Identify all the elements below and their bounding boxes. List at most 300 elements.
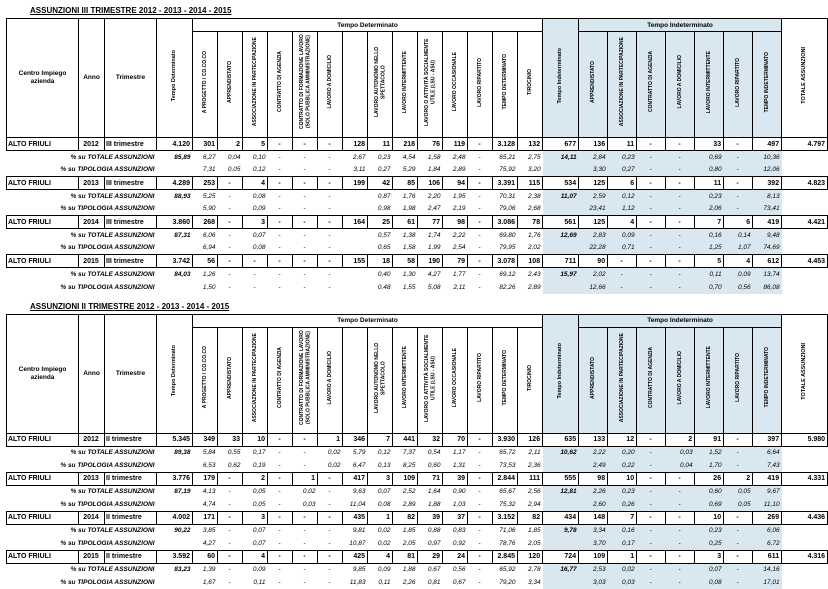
pct-tempo-determinato-totale: 85,89 — [157, 151, 193, 164]
pct-ti-lavoro-ripartito: - — [724, 446, 753, 459]
pct-tempo-indeterminato-totale — [543, 459, 579, 472]
col-header-td-a-progetto-co-co-co — [193, 32, 218, 138]
pct-td-lavoro-autonomo-nello-spettacolo: 0,87 — [368, 190, 393, 203]
pct-td-lavoro-autonomo-nello-spettacolo: 0,07 — [368, 485, 393, 498]
group-header-tempo-indeterminato: Tempo Indeterminato — [579, 19, 782, 32]
pct-td-apprendistato: 0,04 — [218, 151, 243, 164]
cell-td-lavoro-o-attivit-socialmente-utile-lsu-asu: 29 — [418, 550, 443, 563]
pct-ti-lavoro-a-domicilio: - — [666, 281, 695, 294]
pct-ti-lavoro-intermittente: 0,16 — [695, 229, 724, 242]
cell-ti-lavoro-a-domicilio: - — [666, 550, 695, 563]
rotated-column-label: ASSOCIAZIONE IN PARTECIPAZIONE — [619, 333, 625, 422]
pct-ti-lavoro-ripartito: 0,05 — [724, 485, 753, 498]
col-header-ti-apprendistato — [579, 32, 608, 138]
pct-ti-lavoro-a-domicilio: - — [666, 151, 695, 164]
cell-td-contratto-di-formazione-lavoro-solo-pubblica-amministrazione: - — [293, 433, 318, 446]
pct-ti-contratto-di-agenzia: - — [637, 151, 666, 164]
cell-td-contratto-di-agenzia: - — [268, 177, 293, 190]
pct-td-lavoro-ripartito: - — [468, 563, 493, 576]
pct-tempo-indeterminato-totale — [543, 242, 579, 255]
col-header-ti-lavoro-a-domicilio — [666, 327, 695, 433]
rotated-column-label: CONTRATTO DI AGENZIA — [648, 51, 654, 112]
pct-td-apprendistato: - — [218, 281, 243, 294]
pct-td-unnamed — [343, 268, 368, 281]
pct-td-tirocinio: 3,34 — [518, 576, 543, 589]
pct-td-lavoro-ripartito: - — [468, 459, 493, 472]
pct-td-associazione-in-partecipazione: 0,07 — [243, 229, 268, 242]
col-header-td-lavoro-autonomo-nello-spettacolo — [368, 32, 393, 138]
rotated-column-label: TEMPO DETERMINATO — [502, 350, 508, 405]
pct-tipologia-row-2015 — [7, 576, 828, 589]
cell-td-unnamed: 346 — [343, 433, 368, 446]
cell-ti-contratto-di-agenzia: - — [637, 472, 666, 485]
pct-td-associazione-in-partecipazione: 0,07 — [243, 537, 268, 550]
cell-anno: 2012 — [79, 433, 105, 446]
pct-td-tempo-determinato: 65,21 — [493, 151, 518, 164]
pct-td-lavoro-occasionale: 1,31 — [443, 459, 468, 472]
col-header-ti-lavoro-ripartito — [724, 327, 753, 433]
rotated-column-label: Tempo Indeterminato — [557, 343, 564, 399]
pct-td-tirocinio: 2,78 — [518, 563, 543, 576]
col-header-td-tempo-determinato — [493, 32, 518, 138]
pct-td-tirocinio: 2,94 — [518, 498, 543, 511]
pct-td-lavoro-ripartito: - — [468, 203, 493, 216]
pct-td-contratto-di-agenzia: - — [268, 268, 293, 281]
col-header-td-associazione-in-partecipazione — [243, 327, 268, 433]
pct-td-lavoro-occasionale: 1,17 — [443, 446, 468, 459]
pct-ti-lavoro-intermittente: 0,23 — [695, 524, 724, 537]
pct-ti-apprendistato: 2,53 — [579, 563, 608, 576]
cell-td-apprendistato: - — [218, 511, 243, 524]
cell-td-associazione-in-partecipazione: 3 — [243, 216, 268, 229]
pct-td-lavoro-occasionale: 1,95 — [443, 190, 468, 203]
pct-ti-lavoro-intermittente: 1,70 — [695, 459, 724, 472]
pct-td-lavoro-a-domicilio: - — [318, 498, 343, 511]
col-header-td-tirocinio — [518, 327, 543, 433]
pct-td-lavoro-ripartito: - — [468, 229, 493, 242]
pct-ti-contratto-di-agenzia: - — [637, 242, 666, 255]
pct-td-apprendistato: 0,62 — [218, 459, 243, 472]
pct-td-lavoro-intermittente: 7,37 — [393, 446, 418, 459]
pct-tempo-indeterminato-totale — [543, 281, 579, 294]
col-header-td-apprendistato — [218, 32, 243, 138]
rotated-column-label: LAVORO AUTONOMO NELLO SPETTACOLO — [374, 328, 387, 428]
pct-td-contratto-di-formazione-lavoro-solo-pubblica-amministrazione: - — [293, 229, 318, 242]
cell-ti-contratto-di-agenzia: - — [637, 138, 666, 151]
pct-td-tempo-determinato: 79,95 — [493, 242, 518, 255]
cell-td-lavoro-intermittente: 441 — [393, 433, 418, 446]
pct-td-lavoro-a-domicilio: 0,02 — [318, 459, 343, 472]
pct-td-lavoro-autonomo-nello-spettacolo: 0,27 — [368, 164, 393, 177]
cell-td-lavoro-occasionale: 24 — [443, 550, 468, 563]
cell-td-lavoro-autonomo-nello-spettacolo: 1 — [368, 511, 393, 524]
rotated-column-label: ASSOCIAZIONE IN PARTECIPAZIONE — [619, 37, 625, 126]
cell-totale-assunzioni: 4.436 — [782, 511, 828, 524]
pct-td-lavoro-a-domicilio: - — [318, 485, 343, 498]
cell-trimestre: II trimestre — [105, 472, 157, 485]
pct-td-tirocinio: 2,89 — [518, 281, 543, 294]
pct-td-lavoro-intermittente: 2,52 — [393, 485, 418, 498]
group-header-tempo-determinato: Tempo Determinato — [193, 19, 543, 32]
pct-td-contratto-di-agenzia: - — [268, 281, 293, 294]
pct-ti-contratto-di-agenzia: - — [637, 190, 666, 203]
pct-td-unnamed: 6,47 — [343, 459, 368, 472]
pct-ti-lavoro-a-domicilio: - — [666, 498, 695, 511]
cell-anno: 2013 — [79, 472, 105, 485]
pct-td-tempo-determinato: 70,31 — [493, 190, 518, 203]
cell-td-lavoro-occasionale: 39 — [443, 472, 468, 485]
col-header-ti-associazione-in-partecipazione — [608, 32, 637, 138]
cell-td-lavoro-o-attivit-socialmente-utile-lsu-asu: 39 — [418, 511, 443, 524]
pct-tipologia-row-2015 — [7, 281, 828, 294]
pct-totale-assunzioni — [782, 190, 828, 203]
cell-td-associazione-in-partecipazione: 4 — [243, 550, 268, 563]
rotated-column-label: TEMPO INDETERMINATO — [764, 52, 770, 112]
pct-td-lavoro-a-domicilio: - — [318, 524, 343, 537]
assunzioni-table — [6, 314, 828, 589]
pct-td-lavoro-autonomo-nello-spettacolo: 0,65 — [368, 242, 393, 255]
pct-total-row-2014 — [7, 229, 828, 242]
rotated-column-label: LAVORO INTERMITTENTE — [402, 346, 408, 408]
pct-ti-associazione-in-partecipazione: 0,03 — [608, 576, 637, 589]
pct-ti-contratto-di-agenzia: - — [637, 485, 666, 498]
pct-td-lavoro-o-attivit-socialmente-utile-lsu-asu: 1,99 — [418, 242, 443, 255]
pct-td-lavoro-intermittente: 1,76 — [393, 190, 418, 203]
col-header-ti-lavoro-a-domicilio — [666, 32, 695, 138]
pct-td-a-progetto-co-co-co: 5,25 — [193, 190, 218, 203]
cell-tempo-indeterminato-totale: 677 — [543, 138, 579, 151]
pct-td-a-progetto-co-co-co: 6,06 — [193, 229, 218, 242]
cell-td-contratto-di-formazione-lavoro-solo-pubblica-amministrazione: - — [293, 138, 318, 151]
rotated-column-label: APPRENDISTATO — [227, 61, 233, 103]
pct-td-apprendistato: - — [218, 576, 243, 589]
cell-td-tirocinio: 132 — [518, 138, 543, 151]
cell-totale-assunzioni: 4.453 — [782, 255, 828, 268]
pct-ti-tempo-indeterminato: 6,72 — [753, 537, 782, 550]
pct-ti-tempo-indeterminato: 12,06 — [753, 164, 782, 177]
pct-ti-lavoro-a-domicilio: - — [666, 524, 695, 537]
cell-ti-apprendistato: 109 — [579, 550, 608, 563]
cell-ti-contratto-di-agenzia: - — [637, 550, 666, 563]
data-row-2014 — [7, 216, 828, 229]
pct-td-lavoro-intermittente: 2,89 — [393, 498, 418, 511]
cell-td-lavoro-autonomo-nello-spettacolo: 3 — [368, 472, 393, 485]
data-row-2015 — [7, 550, 828, 563]
cell-td-tempo-determinato: 3.152 — [493, 511, 518, 524]
pct-td-lavoro-a-domicilio: - — [318, 563, 343, 576]
cell-td-lavoro-autonomo-nello-spettacolo: 42 — [368, 177, 393, 190]
cell-td-tempo-determinato: 3.078 — [493, 255, 518, 268]
pct-td-apprendistato: 0,55 — [218, 446, 243, 459]
cell-td-lavoro-ripartito: - — [468, 138, 493, 151]
group-header-tempo-determinato: Tempo Determinato — [193, 314, 543, 327]
cell-trimestre: III trimestre — [105, 138, 157, 151]
pct-ti-lavoro-a-domicilio: - — [666, 229, 695, 242]
pct-ti-lavoro-a-domicilio: - — [666, 203, 695, 216]
col-header-td-lavoro-occasionale — [443, 327, 468, 433]
rotated-column-label: CONTRATTO DI AGENZIA — [277, 347, 283, 408]
col-header-td-unnamed-6 — [343, 32, 368, 138]
cell-td-unnamed: 199 — [343, 177, 368, 190]
pct-total-row-2014 — [7, 524, 828, 537]
cell-tempo-determinato-totale: 5.345 — [157, 433, 193, 446]
col-header-td-contratto-di-agenzia — [268, 32, 293, 138]
pct-td-contratto-di-formazione-lavoro-solo-pubblica-amministrazione: - — [293, 164, 318, 177]
cell-td-lavoro-intermittente: 58 — [393, 255, 418, 268]
pct-td-lavoro-intermittente: 2,05 — [393, 537, 418, 550]
pct-td-lavoro-autonomo-nello-spettacolo: 0,08 — [368, 498, 393, 511]
cell-centro-impiego: ALTO FRIULI — [7, 255, 79, 268]
col-header-totale-assunzioni — [782, 314, 828, 433]
pct-row-label: % su TIPOLOGIA ASSUNZIONI — [7, 498, 157, 511]
pct-td-lavoro-intermittente: 1,88 — [393, 563, 418, 576]
pct-ti-lavoro-a-domicilio: 0,04 — [666, 459, 695, 472]
cell-td-lavoro-intermittente: 61 — [393, 216, 418, 229]
cell-ti-apprendistato: 133 — [579, 433, 608, 446]
pct-td-lavoro-occasionale: 0,92 — [443, 537, 468, 550]
pct-tipologia-row-2013 — [7, 498, 828, 511]
pct-td-apprendistato: - — [218, 229, 243, 242]
pct-tempo-indeterminato-totale — [543, 203, 579, 216]
pct-ti-lavoro-intermittente: 0,08 — [695, 576, 724, 589]
rotated-column-label: APPRENDISTATO — [590, 61, 596, 103]
cell-ti-lavoro-intermittente: 11 — [695, 177, 724, 190]
col-header-ti-tempo-indeterminato — [753, 327, 782, 433]
cell-td-lavoro-o-attivit-socialmente-utile-lsu-asu: 32 — [418, 433, 443, 446]
pct-td-lavoro-ripartito: - — [468, 524, 493, 537]
pct-td-lavoro-autonomo-nello-spettacolo: 0,40 — [368, 268, 393, 281]
pct-td-lavoro-intermittente: 1,38 — [393, 229, 418, 242]
pct-td-lavoro-o-attivit-socialmente-utile-lsu-asu: 0,81 — [418, 576, 443, 589]
pct-td-contratto-di-agenzia: - — [268, 459, 293, 472]
pct-td-contratto-di-agenzia: - — [268, 563, 293, 576]
pct-ti-lavoro-a-domicilio: - — [666, 485, 695, 498]
cell-td-lavoro-o-attivit-socialmente-utile-lsu-asu: 76 — [418, 138, 443, 151]
cell-ti-lavoro-ripartito: - — [724, 433, 753, 446]
pct-td-contratto-di-formazione-lavoro-solo-pubblica-amministrazione: - — [293, 268, 318, 281]
pct-ti-tempo-indeterminato: 13,74 — [753, 268, 782, 281]
rotated-column-label: LAVORO A DOMICILIO — [677, 351, 683, 404]
cell-ti-associazione-in-partecipazione: 4 — [608, 216, 637, 229]
pct-td-lavoro-ripartito: - — [468, 537, 493, 550]
pct-td-lavoro-intermittente: 1,98 — [393, 203, 418, 216]
pct-td-contratto-di-formazione-lavoro-solo-pubblica-amministrazione: - — [293, 459, 318, 472]
pct-ti-tempo-indeterminato: 74,69 — [753, 242, 782, 255]
pct-td-associazione-in-partecipazione: 0,11 — [243, 576, 268, 589]
pct-td-contratto-di-agenzia: - — [268, 537, 293, 550]
col-header-td-lavoro-autonomo-nello-spettacolo — [368, 327, 393, 433]
rotated-column-label: APPRENDISTATO — [590, 357, 596, 399]
pct-ti-lavoro-intermittente: 0,80 — [695, 164, 724, 177]
cell-ti-lavoro-ripartito: 2 — [724, 472, 753, 485]
pct-td-unnamed: 2,67 — [343, 151, 368, 164]
cell-td-tempo-determinato: 2.845 — [493, 550, 518, 563]
assunzioni-ii-trimestre-table-container — [6, 314, 824, 589]
pct-td-lavoro-a-domicilio: 0,02 — [318, 446, 343, 459]
pct-td-contratto-di-agenzia: - — [268, 151, 293, 164]
pct-td-tempo-determinato: 75,92 — [493, 164, 518, 177]
cell-td-a-progetto-co-co-co: 301 — [193, 138, 218, 151]
cell-ti-associazione-in-partecipazione: 11 — [608, 138, 637, 151]
table-section-ii-trimestre — [6, 302, 824, 589]
rotated-column-label: TEMPO DETERMINATO — [502, 54, 508, 109]
pct-td-a-progetto-co-co-co: 4,13 — [193, 485, 218, 498]
assunzioni-table — [6, 18, 828, 294]
rotated-column-label: LAVORO RIPARTITO — [735, 353, 741, 402]
col-header-td-unnamed-6 — [343, 327, 368, 433]
pct-td-associazione-in-partecipazione: 0,08 — [243, 242, 268, 255]
cell-td-lavoro-intermittente: 82 — [393, 511, 418, 524]
cell-ti-apprendistato: 136 — [579, 138, 608, 151]
cell-ti-tempo-indeterminato: 611 — [753, 550, 782, 563]
pct-td-contratto-di-formazione-lavoro-solo-pubblica-amministrazione: - — [293, 242, 318, 255]
cell-td-contratto-di-formazione-lavoro-solo-pubblica-amministrazione: - — [293, 511, 318, 524]
pct-tempo-indeterminato-totale — [543, 576, 579, 589]
col-header-td-lavoro-ripartito — [468, 32, 493, 138]
cell-td-contratto-di-agenzia: - — [268, 216, 293, 229]
pct-td-tempo-determinato: 71,06 — [493, 524, 518, 537]
cell-td-tirocinio: 120 — [518, 550, 543, 563]
pct-td-unnamed — [343, 281, 368, 294]
pct-tempo-determinato-totale — [157, 164, 193, 177]
pct-td-associazione-in-partecipazione: 0,07 — [243, 524, 268, 537]
col-header-anno: Anno — [79, 314, 105, 433]
pct-ti-tempo-indeterminato: 73,41 — [753, 203, 782, 216]
pct-tempo-determinato-totale — [157, 576, 193, 589]
pct-td-associazione-in-partecipazione: - — [243, 281, 268, 294]
data-row-2014 — [7, 511, 828, 524]
pct-td-lavoro-occasionale: 0,56 — [443, 563, 468, 576]
cell-td-lavoro-occasionale: 98 — [443, 216, 468, 229]
pct-td-unnamed: 9,63 — [343, 485, 368, 498]
pct-td-lavoro-occasionale: 2,54 — [443, 242, 468, 255]
pct-td-lavoro-autonomo-nello-spettacolo: 0,13 — [368, 459, 393, 472]
pct-td-contratto-di-formazione-lavoro-solo-pubblica-amministrazione: 0,02 — [293, 485, 318, 498]
pct-totale-assunzioni — [782, 563, 828, 576]
rotated-column-label: LAVORO RIPARTITO — [735, 58, 741, 107]
pct-tempo-determinato-totale: 87,19 — [157, 485, 193, 498]
pct-td-lavoro-ripartito: - — [468, 151, 493, 164]
pct-td-lavoro-o-attivit-socialmente-utile-lsu-asu: 5,08 — [418, 281, 443, 294]
pct-td-lavoro-ripartito: - — [468, 164, 493, 177]
pct-td-lavoro-intermittente: 1,85 — [393, 524, 418, 537]
cell-td-tempo-determinato: 3.391 — [493, 177, 518, 190]
rotated-column-label: APPRENDISTATO — [227, 357, 233, 399]
cell-td-contratto-di-formazione-lavoro-solo-pubblica-amministrazione: - — [293, 255, 318, 268]
pct-ti-contratto-di-agenzia: - — [637, 524, 666, 537]
cell-tempo-indeterminato-totale: 534 — [543, 177, 579, 190]
pct-tempo-indeterminato-totale: 12,69 — [543, 229, 579, 242]
pct-ti-lavoro-intermittente: 0,69 — [695, 151, 724, 164]
cell-td-unnamed: 128 — [343, 138, 368, 151]
rotated-column-label: LAVORO O ATTIVITÀ SOCIALMENTE UTILE (LSU - ASU) — [424, 328, 437, 428]
cell-centro-impiego: ALTO FRIULI — [7, 216, 79, 229]
cell-ti-tempo-indeterminato: 497 — [753, 138, 782, 151]
col-header-td-lavoro-o-attivit-socialmente-utile-lsu-asu — [418, 327, 443, 433]
pct-ti-lavoro-a-domicilio: - — [666, 190, 695, 203]
cell-td-lavoro-ripartito: - — [468, 472, 493, 485]
pct-td-contratto-di-formazione-lavoro-solo-pubblica-amministrazione: - — [293, 151, 318, 164]
pct-ti-tempo-indeterminato: 11,10 — [753, 498, 782, 511]
rotated-column-label: TEMPO INDETERMINATO — [764, 347, 770, 407]
cell-td-lavoro-a-domicilio: - — [318, 472, 343, 485]
pct-td-lavoro-o-attivit-socialmente-utile-lsu-asu: 4,27 — [418, 268, 443, 281]
pct-ti-apprendistato: 3,03 — [579, 576, 608, 589]
pct-ti-contratto-di-agenzia: - — [637, 576, 666, 589]
cell-tempo-determinato-totale: 4.289 — [157, 177, 193, 190]
pct-totale-assunzioni — [782, 459, 828, 472]
pct-td-tirocinio: 2,38 — [518, 190, 543, 203]
pct-tipologia-row-2014 — [7, 242, 828, 255]
pct-td-contratto-di-agenzia: - — [268, 164, 293, 177]
pct-ti-apprendistato: 2,02 — [579, 268, 608, 281]
pct-ti-tempo-indeterminato: 7,43 — [753, 459, 782, 472]
pct-ti-lavoro-ripartito: 0,56 — [724, 281, 753, 294]
pct-td-lavoro-a-domicilio: - — [318, 281, 343, 294]
pct-td-lavoro-o-attivit-socialmente-utile-lsu-asu: 0,97 — [418, 537, 443, 550]
pct-ti-associazione-in-partecipazione: 0,22 — [608, 459, 637, 472]
cell-td-lavoro-ripartito: - — [468, 511, 493, 524]
pct-td-lavoro-intermittente: 1,58 — [393, 242, 418, 255]
pct-td-lavoro-o-attivit-socialmente-utile-lsu-asu: 1,58 — [418, 151, 443, 164]
pct-ti-contratto-di-agenzia: - — [637, 229, 666, 242]
pct-ti-apprendistato: 2,84 — [579, 151, 608, 164]
cell-ti-lavoro-intermittente: 3 — [695, 550, 724, 563]
rotated-column-label: CONTRATTO DI AGENZIA — [277, 51, 283, 112]
cell-td-tirocinio: 108 — [518, 255, 543, 268]
pct-ti-associazione-in-partecipazione: 0,17 — [608, 537, 637, 550]
pct-td-tirocinio: 2,43 — [518, 268, 543, 281]
cell-td-apprendistato: - — [218, 177, 243, 190]
pct-tempo-determinato-totale: 89,38 — [157, 446, 193, 459]
pct-td-tempo-determinato: 69,80 — [493, 229, 518, 242]
table-section-iii-trimestre — [6, 6, 824, 294]
pct-ti-apprendistato: 22,28 — [579, 242, 608, 255]
pct-td-contratto-di-agenzia: - — [268, 203, 293, 216]
pct-td-a-progetto-co-co-co: 3,85 — [193, 524, 218, 537]
pct-td-lavoro-occasionale: 0,90 — [443, 485, 468, 498]
pct-ti-tempo-indeterminato: 6,64 — [753, 446, 782, 459]
pct-td-tempo-determinato: 79,06 — [493, 203, 518, 216]
cell-td-associazione-in-partecipazione: - — [243, 255, 268, 268]
pct-tempo-indeterminato-totale — [543, 537, 579, 550]
cell-tempo-determinato-totale: 4.120 — [157, 138, 193, 151]
pct-td-tirocinio: 2,68 — [518, 203, 543, 216]
cell-ti-apprendistato: 90 — [579, 255, 608, 268]
cell-ti-apprendistato: 125 — [579, 177, 608, 190]
pct-td-tirocinio: 2,75 — [518, 151, 543, 164]
pct-ti-associazione-in-partecipazione: 0,09 — [608, 229, 637, 242]
cell-td-apprendistato: - — [218, 550, 243, 563]
data-row-2013 — [7, 177, 828, 190]
pct-td-a-progetto-co-co-co: 7,31 — [193, 164, 218, 177]
cell-tempo-indeterminato-totale: 724 — [543, 550, 579, 563]
cell-td-lavoro-a-domicilio: - — [318, 216, 343, 229]
pct-td-contratto-di-formazione-lavoro-solo-pubblica-amministrazione: - — [293, 576, 318, 589]
pct-ti-associazione-in-partecipazione: 0,12 — [608, 190, 637, 203]
pct-td-lavoro-intermittente: 4,54 — [393, 151, 418, 164]
pct-td-lavoro-intermittente: 1,55 — [393, 281, 418, 294]
cell-ti-lavoro-intermittente: 33 — [695, 138, 724, 151]
cell-ti-tempo-indeterminato: 392 — [753, 177, 782, 190]
pct-td-lavoro-occasionale: 1,77 — [443, 268, 468, 281]
cell-ti-tempo-indeterminato: 397 — [753, 433, 782, 446]
pct-td-lavoro-ripartito: - — [468, 576, 493, 589]
cell-trimestre: II trimestre — [105, 511, 157, 524]
pct-td-contratto-di-agenzia: - — [268, 576, 293, 589]
pct-td-unnamed: 9,81 — [343, 524, 368, 537]
pct-ti-lavoro-a-domicilio: - — [666, 164, 695, 177]
